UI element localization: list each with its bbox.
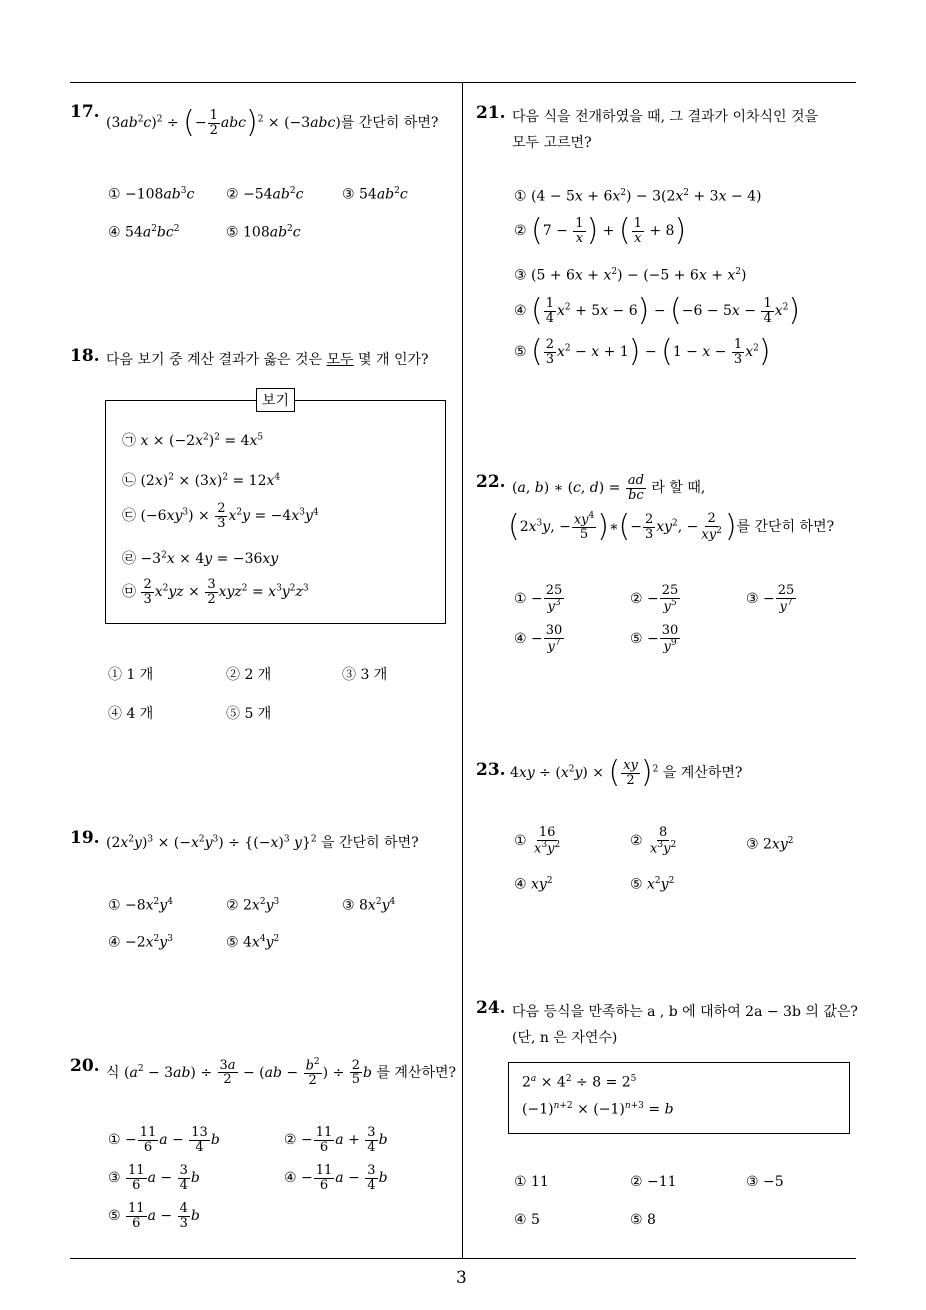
q24-text-1: 다음 등식을 만족하는 a , b 에 대하여 2a − 3b 의 값은?: [512, 1004, 858, 1020]
bottom-rule: [70, 1258, 856, 1259]
q22-suffix-2: 를 간단히 하면?: [736, 519, 835, 535]
q20-option-5[interactable]: ⑤ $\frac{11}{6}$ a − $\frac{4}{3}$ b: [108, 1201, 200, 1231]
q20-prefix: 식: [106, 1064, 124, 1081]
q23-option-4[interactable]: ④ $xy^2$: [514, 876, 553, 893]
q20-stem: 식 $(a^2 - 3ab)$ ÷ $\frac{3a}{2}$ − (ab − $\frac{b^2}{2}$ ) ÷ $\frac{2}{5}$ b 를 계산하면?: [106, 1057, 457, 1088]
q24-box: [508, 1062, 850, 1134]
q24-option-1[interactable]: ① 11: [514, 1174, 549, 1190]
q22-option-4[interactable]: ④ − $\frac{30}{y^7}$: [514, 623, 563, 654]
q18-stem: [106, 349, 429, 369]
top-rule: [70, 82, 856, 83]
page-number: 3: [456, 1268, 467, 1288]
q21-text-1: 다음 식을 전개하였을 때, 그 결과가 이차식인 것을: [512, 109, 819, 125]
q23-option-2[interactable]: ② $\frac{8}{x^3y^2}$: [630, 825, 677, 856]
q19-option-1[interactable]: ① $-8x^2y^4$: [108, 897, 173, 914]
q18-underlined: 모두: [326, 352, 354, 368]
q18-prefix: 다음 보기 중 계산 결과가 옳은 것은: [106, 352, 327, 368]
q22-stem-2: ($2x^3y$, − $\frac{xy^4}{5}$ )∗(− $\frac{2}{3}$ $xy^2$, − $\frac{2}{xy^2}$ )를 간단히 하면?: [508, 509, 835, 544]
q21-option-2[interactable]: ② (7 − $\frac{1}{x}$ ) + ( $\frac{1}{x}$ + 8): [514, 213, 687, 248]
column-divider: [462, 82, 463, 1258]
q21-option-1[interactable]: ① $(4 - 5x + 6x^2) - 3(2x^2 + 3x - 4)$: [514, 188, 762, 205]
q18-option-2[interactable]: ② 2 개: [226, 667, 272, 683]
q17-option-2[interactable]: ② $-54ab^2c$: [226, 186, 304, 203]
q18-item-1: ㉠ $x \times (-2x^2)^2 = 4x^5$: [122, 432, 264, 449]
q18-option-3[interactable]: ③ 3 개: [342, 667, 388, 683]
q20-option-3[interactable]: ③ $\frac{11}{6}$ a − $\frac{3}{4}$ b: [108, 1163, 200, 1193]
q20-number: 20.: [70, 1056, 100, 1076]
q23-stem: $4xy \div (x^2y)$ × ( $\frac{xy}{2}$ )$^2$ 을 계산하면?: [510, 755, 743, 790]
q24-option-5[interactable]: ⑤ 8: [630, 1212, 656, 1228]
q22-stem-1: (a, b) ∗ (c, d) = $\frac{ad}{bc}$ 라 할 때,: [512, 473, 706, 503]
q24-text-2: (단, n 은 자연수): [512, 1030, 618, 1046]
q24-option-4[interactable]: ④ 5: [514, 1212, 540, 1228]
q22-number: 22.: [476, 472, 506, 492]
q23-option-1[interactable]: ① $\frac{16}{x^3y^2}$: [514, 825, 561, 856]
q18-box-label: 보기: [256, 388, 295, 412]
q17-option-1[interactable]: ① $-108ab^3c$: [108, 186, 195, 203]
q18-option-5[interactable]: ⑤ 5 개: [226, 706, 272, 722]
q23-option-5[interactable]: ⑤ $x^2y^2$: [630, 876, 675, 893]
q24-option-2[interactable]: ② −11: [630, 1174, 677, 1190]
q24-option-3[interactable]: ③ −5: [746, 1174, 784, 1190]
q20-option-4[interactable]: ④ − $\frac{11}{6}$ a − $\frac{3}{4}$ b: [284, 1163, 388, 1193]
q21-number: 21.: [476, 103, 506, 123]
q24-equation-1: $2^a \times 4^2 \div 8 = 2^5$: [522, 1074, 637, 1091]
q19-option-4[interactable]: ④ $-2x^2y^3$: [108, 934, 173, 951]
q20-suffix: 를 계산하면?: [372, 1064, 457, 1081]
q19-suffix: 을 간단히 하면?: [316, 835, 419, 851]
q23-number: 23.: [476, 760, 506, 780]
q22-option-1[interactable]: ① − $\frac{25}{y^3}$: [514, 583, 563, 614]
q24-number: 24.: [476, 998, 506, 1018]
q18-item-4: ㉣ $-3^2x \times 4y = -36xy$: [122, 550, 279, 567]
q21-option-4[interactable]: ④ ( $\frac{1}{4}$ $x^2 + 5x - 6) - (-6 - 5x$ − $\frac{1}{4}$ $x^2$): [514, 293, 801, 328]
q18-suffix: 몇 개 인가?: [353, 352, 429, 368]
q18-item-2: ㉡ $(2x)^2 \times (3x)^2 = 12x^4$: [122, 472, 281, 489]
q22-option-3[interactable]: ③ − $\frac{25}{y^7}$: [746, 583, 795, 614]
q18-option-4[interactable]: ④ 4 개: [108, 706, 154, 722]
q21-text-2: 모두 고르면?: [512, 135, 592, 151]
q17-number: 17.: [70, 102, 100, 122]
q17-option-4[interactable]: ④ $54a^2bc^2$: [108, 224, 180, 241]
q22-option-2[interactable]: ② − $\frac{25}{y^5}$: [630, 583, 679, 614]
q17-stem: $(3ab^2c)^2$ ÷ (− $\frac{1}{2}$ abc)$^2$ × (−3abc)를 간단히 하면?: [106, 105, 439, 140]
q19-option-2[interactable]: ② $2x^2y^3$: [226, 897, 280, 914]
q18-item-3: ㉢ $(-6xy^3)$ × $\frac{2}{3}$ $x^2y = -4x^3y^4$: [122, 501, 319, 531]
q21-option-3[interactable]: ③ $(5 + 6x + x^2) - (-5 + 6x + x^2)$: [514, 267, 747, 284]
q20-option-2[interactable]: ② − $\frac{11}{6}$ a + $\frac{3}{4}$ b: [284, 1125, 388, 1155]
q17-option-3[interactable]: ③ $54ab^2c$: [342, 186, 408, 203]
q18-number: 18.: [70, 346, 100, 366]
q19-number: 19.: [70, 828, 100, 848]
q17-option-5[interactable]: ⑤ $108ab^2c$: [226, 224, 301, 241]
q21-option-5[interactable]: ⑤ ( $\frac{2}{3}$ $x^2 - x + 1) - (1 - x$ − $\frac{1}{3}$ $x^2$): [514, 334, 771, 369]
q17-suffix: 를 간단히 하면?: [340, 115, 439, 131]
q20-option-1[interactable]: ① − $\frac{11}{6}$ a − $\frac{13}{4}$ b: [108, 1125, 220, 1155]
q19-option-3[interactable]: ③ $8x^2y^4$: [342, 897, 396, 914]
q23-suffix: 을 계산하면?: [658, 765, 743, 781]
q18-item-5: ㉤ $\frac{2}{3}$ $x^2yz$ × $\frac{3}{2}$ $xyz^2 = x^3y^2z^3$: [122, 577, 309, 607]
q22-suffix-1: 라 할 때,: [646, 480, 706, 497]
q24-equation-2: $(-1)^{n+2} \times (-1)^{n+3} = b$: [522, 1101, 674, 1118]
q19-stem: $(2x^2y)^3 \times (-x^2y^3) \div \{(-x)^3$ y}$^2$ 을 간단히 하면?: [106, 834, 419, 851]
q22-option-5[interactable]: ⑤ − $\frac{30}{y^9}$: [630, 623, 679, 654]
q23-option-3[interactable]: ③ $2xy^2$: [746, 836, 794, 853]
q18-option-1[interactable]: ① 1 개: [108, 667, 154, 683]
q19-option-5[interactable]: ⑤ $4x^4y^2$: [226, 934, 280, 951]
